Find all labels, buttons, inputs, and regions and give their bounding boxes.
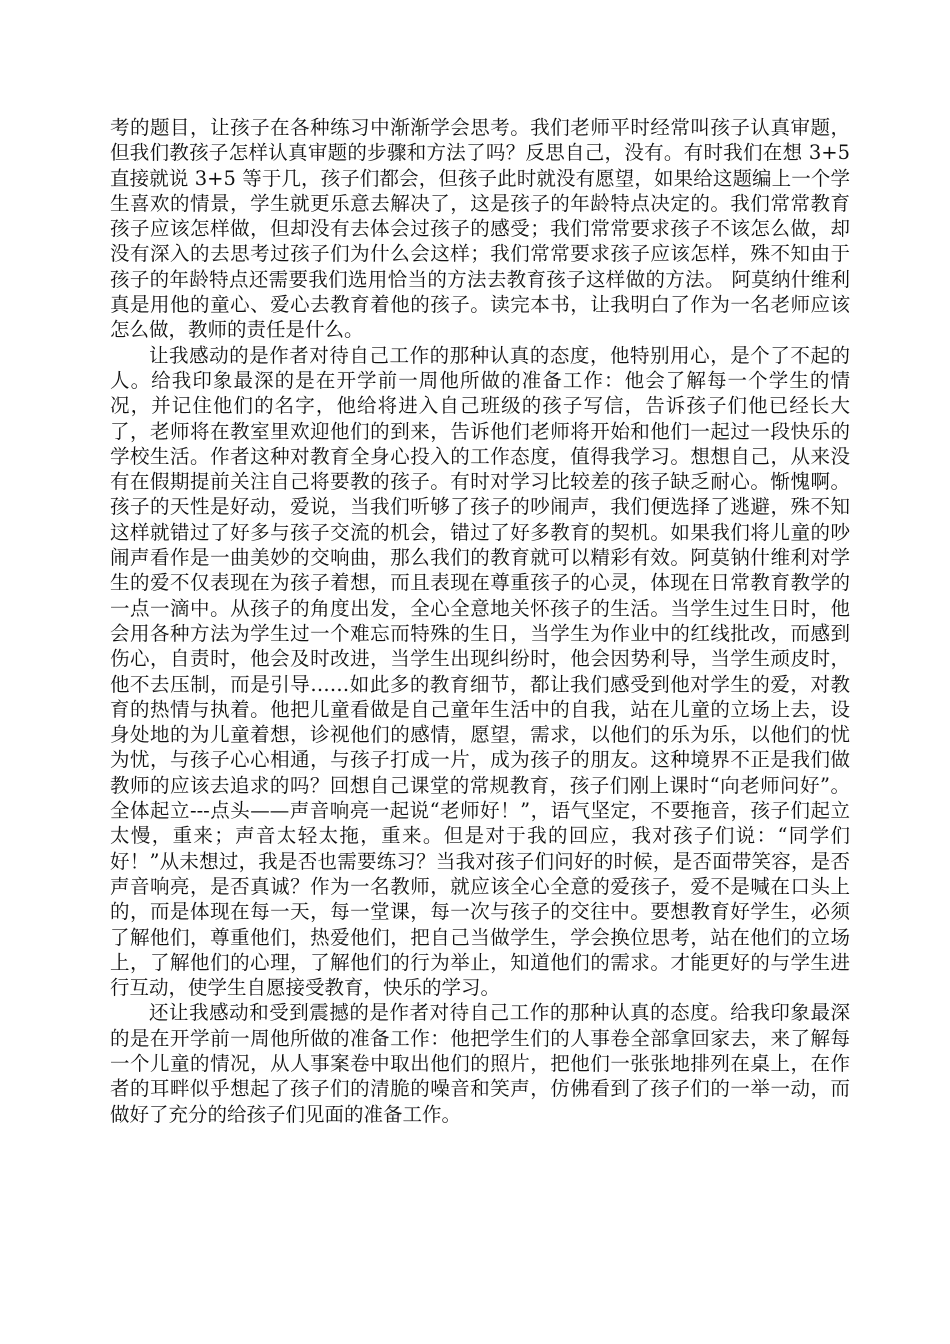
paragraph-continuation: 考的题目，让孩子在各种练习中渐渐学会思考。我们老师平时经常叫孩子认真审题，但我们教孩子怎样认真审题的步骤和方法了吗？反思自己，没有。有时我们在想 3+5 直接就说 3+5 等于几，孩子们都会，但孩子此时就没有愿望，如果给这题编上一个学生喜欢的情景，学生就更乐意去解决了，这是孩子的年龄特点决定的。我们常常教育孩子应该怎样做，但却没有去体会过孩子的感受；我们常常要求孩子不该怎么做，却没有深入的去思考过孩子们为什么会这样；我们常常要求孩子应该怎样，殊不知由于孩子的年龄特点还需要我们选用恰当的方法去教育孩子这样做的方法。 阿莫纳什维利真是用他的童心、爱心去教育着他的孩子。读完本书，让我明白了作为一名老师应该怎么做，教师的责任是什么。 <box>110 116 850 342</box>
paragraph-author-attitude: 让我感动的是作者对待自己工作的那种认真的态度，他特别用心，是个了不起的人。给我印象最深的是在开学前一周他所做的准备工作：他会了解每一个学生的情况，并记住他们的名字，他给将进入自己班级的孩子写信，告诉孩子们他已经长大了，老师将在教室里欢迎他们的到来，告诉他们老师将开始和他们一起过一段快乐的学校生活。作者这种对教育全身心投入的工作态度，值得我学习。想想自己，从来没有在假期提前关注自己将要教的孩子。有时对学习比较差的孩子缺乏耐心。惭愧啊。孩子的天性是好动，爱说，当我们听够了孩子的吵闹声，我们便选择了逃避，殊不知这样就错过了好多与孩子交流的机会，错过了好多教育的契机。如果我们将儿童的吵闹声看作是一曲美妙的交响曲，那么我们的教育就可以精彩有效。阿莫钠什维利对学生的爱不仅表现在为孩子着想，而且表现在尊重孩子的心灵，体现在日常教育教学的一点一滴中。从孩子的角度出发，全心全意地关怀孩子的生活。当学生过生日时，他会用各种方法为学生过一个难忘而特殊的生日，当学生为作业中的红线批改，而感到伤心，自责时，他会及时改进，当学生出现纠纷时，他会因势利导，当学生顽皮时，他不去压制，而是引导……如此多的教育细节，都让我们感受到他对学生的爱，对教育的热情与执着。他把儿童看做是自己童年生活中的自我，站在儿童的立场上去，设身处地的为儿童着想，诊视他们的感情，愿望，需求，以他们的乐为乐，以他们的忧为忧，与孩子心心相通，与孩子打成一片，成为孩子的朋友。这种境界不正是我们做教师的应该去追求的吗？回想自己课堂的常规教育，孩子们刚上课时“向老师问好”。全体起立---点头——声音响亮一起说“老师好！”，语气坚定，不要拖音，孩子们起立太慢，重来；声音太轻太拖，重来。但是对于我的回应，我对孩子们说：“同学们好！”从未想过，我是否也需要练习？当我对孩子们问好的时候，是否面带笑容，是否声音响亮，是否真诚？作为一名教师，就应该全心全意的爱孩子，爱不是喊在口头上的，而是体现在每一天，每一堂课，每一次与孩子的交往中。要想教育好学生，必须了解他们，尊重他们，热爱他们，把自己当做学生，学会换位思考，站在他们的立场上，了解他们的心理，了解他们的行为举止，知道他们的需求。才能更好的与学生进行互动，使学生自愿接受教育，快乐的学习。 <box>110 343 850 1000</box>
document-body <box>110 115 850 1127</box>
paragraph-preparation-work: 还让我感动和受到震撼的是作者对待自己工作的那种认真的态度。给我印象最深的是在开学前一周他所做的准备工作：他把学生们的人事卷全部拿回家去，来了解每一个儿童的情况，从人事案卷中取出他们的照片，把他们一张张地排列在桌上，在作者的耳畔似乎想起了孩子们的清脆的噪音和笑声，仿佛看到了孩子们的一举一动，而做好了充分的给孩子们见面的准备工作。 <box>110 1001 850 1126</box>
